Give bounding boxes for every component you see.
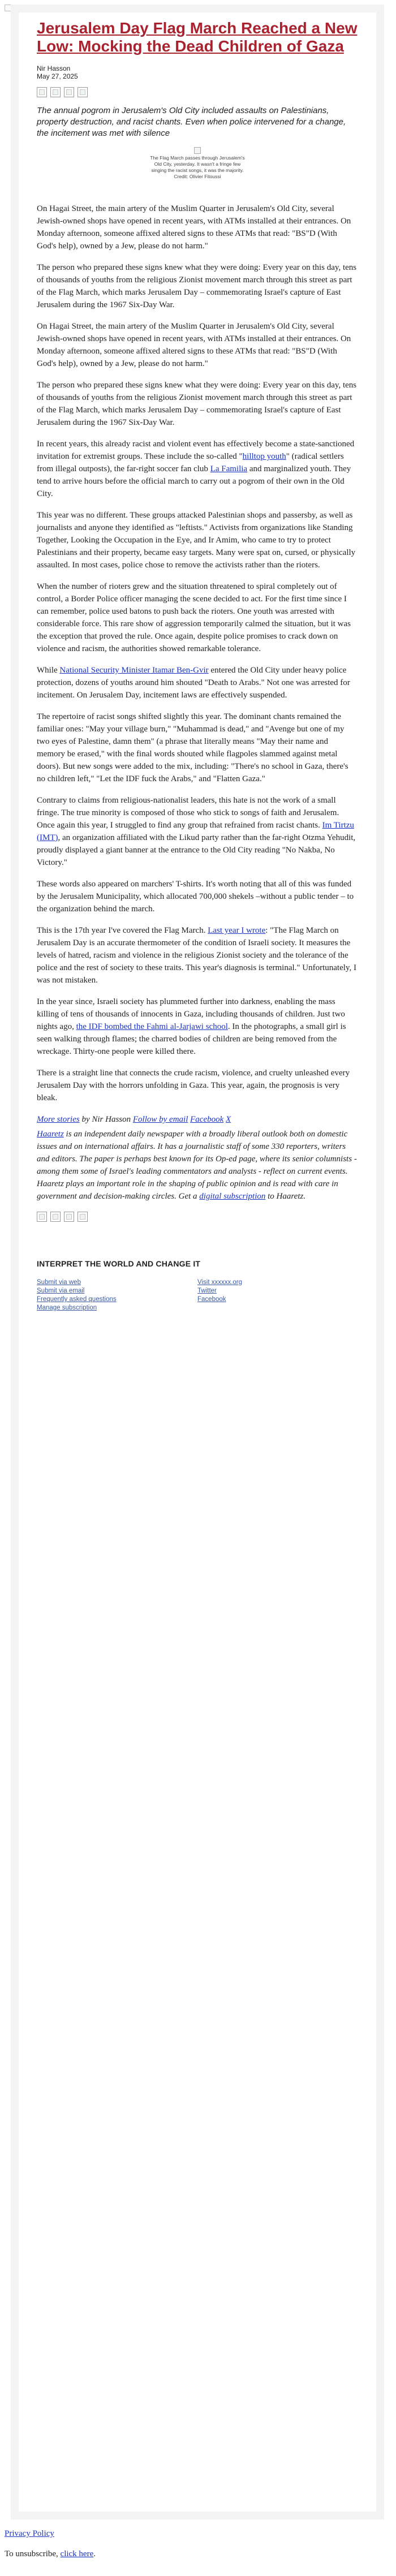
privacy-policy-link[interactable]: Privacy Policy [5,2529,54,2538]
footer-links-section [19,1222,376,1312]
article-title[interactable]: Jerusalem Day Flag March Reached a New Low: Mocking the Dead Children of Gaza [37,19,358,55]
paragraph: On Hagai Street, the main artery of the Muslim Quarter in Jerusalem's Old City, several Jewish-owned shops have opened in recent years, with ATMs installed at their entrances. On Monday afternoon, someone affixed altered signs to these ATMs that read: "BS"D (With God's help), owned by a Jew, please do not harm." [37,204,351,251]
unsubscribe-text: To unsubscribe, [5,2549,61,2558]
ben-gvir-link[interactable]: National Security Minister Itamar Ben-Gvir [59,666,209,675]
paragraph: On Hagai Street, the main artery of the Muslim Quarter in Jerusalem's Old City, several Jewish-owned shops have opened in recent years, with ATMs installed at their entrances. On Monday afternoon, someone affixed altered signs to these ATMs that read: "BS"D (With God's help), owned by a Jew, please do not harm." [37,322,351,368]
text: entered the Old City under heavy police protection, dozens of youths around him shouted "Death to Arabs." Not one was arrested for incitement. On Jerusalem Day, incitement laws are effectively suspended. [37,666,350,700]
share-whatsapp-icon[interactable] [64,1212,74,1222]
paragraph: The repertoire of racist songs shifted slightly this year. The dominant chants remained the familiar ones: "May your village burn," "Muhammad is dead," and "Avenge but one of my two eyes of Palestine, damn them" (a phrase that literally means "May their name and memory be erased," with the final words shouted while flagpoles slammed against metal doors). But new songs were added to the mix, including: "There's no school in Gaza, there's no children left," "Let the IDF fuck the Arabs," and "Flatten Gaza." [37,712,348,783]
follow-email-link[interactable]: Follow by email [132,1115,188,1124]
paragraph: This year was no different. These groups attacked Palestinian shops and passersby, as well as journalists and anyone they identified as "leftists." Activists from organizations like Standing Together, Looking the Occupation in the Eye, and Ir Amim, who came to try to protect Palestinians and their property, became easy targets. Many were spat on, cursed, or physically assaulted. In most cases, police chose to remove the activists rather than the rioters. [37,511,356,570]
paragraph: The person who prepared these signs knew what they were doing: Every year on this day, tens of thousands of youths from the religious Zionist movement march through this street as part of the Flag March, which marks Jerusalem Day – commemorating Israel's capture of East Jerusalem during the 1967 Six-Day War. [37,381,357,427]
paragraph [37,664,358,701]
visit-site-link[interactable]: Visit xxxxxx.org [197,1279,243,1286]
by-author: by Nir Hasson [81,1115,131,1124]
share-email-icon[interactable] [78,1212,88,1222]
unsubscribe-row [5,2548,96,2560]
text: This is the 17th year I've covered the Flag March. [37,926,208,935]
unsubscribe-link[interactable]: click here [60,2549,94,2558]
paragraph [37,794,358,869]
school-bombing-link[interactable]: the IDF bombed the Fahmi al-Jarjawi school [76,1022,228,1031]
text: " (radical settlers from illegal outposts), the far-right soccer fan club [37,452,344,473]
text: In the year since, Israeli society has plummeted further into darkness, enabling the mass killing of tens of thousands of innocents in Gaza, including thousands of children. Just two nights ago, [37,997,345,1031]
byline [37,64,358,80]
facebook-link[interactable]: Facebook [190,1115,224,1124]
paragraph: There is a straight line that connects the crude racism, violence, and cruelty unleashed every Jerusalem Day with the horrors unfolding in Gaza. This year, again, the prognosis is very bleak. [37,1069,350,1102]
paragraph [37,924,358,987]
more-stories-row [37,1113,358,1126]
share-facebook-icon[interactable] [37,87,47,97]
figure-caption: The Flag March passes through Jerusalem's Old City, yesterday. It wasn't a fringe few singing the racist songs, it was the majority. Credit: Olivier Fitoussi [150,155,245,179]
paragraph [37,438,358,500]
publish-date: May 27, 2025 [37,72,78,80]
paragraph [37,996,358,1058]
im-tirtzu-link[interactable]: Im Tirtzu (IMT) [37,821,354,842]
haaretz-link[interactable]: Haaretz [37,1130,64,1139]
paragraph: The person who prepared these signs knew what they were doing: Every year on this day, tens of thousands of youths from the religious Zionist movement march through this street as part of the Flag March, which marks Jerusalem Day – commemorating Israel's capture of East Jerusalem during the 1967 Six-Day War. [37,263,357,309]
faq-link[interactable]: Frequently asked questions [37,1296,117,1303]
text: , an organization affiliated with the Likud party rather than the far-right Otzma Yehudit, proudly displayed a giant banner at the entrance to the Old City reading "No Nakba, No Victory." [37,833,356,867]
text: and marginalized youth. They tend to arrive hours before the official march to carry out a pogrom of their own in the Old City. [37,464,351,498]
submit-web-link[interactable]: Submit via web [37,1279,81,1286]
text: is an independent daily newspaper with a broadly liberal outlook both on domestic issues and on international affairs. It has a journalistic staff of some 330 reporters, writers and editors. The paper is perhaps best known for its Op-ed page, where its senior columnists - among them some of Israel's leading commentators and analysts - reflect on current events. Haaretz plays an important role in the shaping of public opinion and is read with care in government and decision-making circles. Get a [37,1130,357,1201]
share-row-bottom [37,1212,358,1222]
text: : "The Flag March on Jerusalem Day is an accurate thermometer of the condition of Israeli society. It measures the levels of hatred, racism and violence in the religious Zionist society and the tolerance of the police and the rest of society to these traits. This year's diagnosis is terminal." Unfortunately, I was not mistaken. [37,926,356,985]
article-figure [149,147,246,180]
footer-col-left [37,1278,197,1312]
hilltop-youth-link[interactable]: hilltop youth [242,452,286,461]
paragraph: When the number of rioters grew and the situation threatened to spiral completely out of control, a Border Police officer managing the scene decided to act. For the first time since I can remember, police used batons to push back the rioters. One youth was arrested with considerable force. This rare show of aggression temporarily calmed the situation, but it was the exception that proved the rule. Once again, despite police promises to crack down on violence and racism, the authorities showed remarkable tolerance. [37,582,351,653]
footer-columns [37,1278,358,1312]
paragraph: These words also appeared on marchers' T-shirts. It's worth noting that all of this was funded by the Jerusalem Municipality, which allocated 700,000 shekels –without a public tender – to the organization behind the march. [37,880,354,914]
subscription-link[interactable]: digital subscription [199,1192,266,1201]
figure-image [194,147,201,154]
facebook-footer-link[interactable]: Facebook [197,1296,226,1303]
email-container [19,12,376,2512]
author-name: Nir Hasson [37,64,71,72]
more-stories-block [37,1113,358,1222]
text: While [37,666,60,675]
text: Contrary to claims from religious-nationalist leaders, this hate is not the work of a small fringe. The true minority is composed of those who stick to songs of faith and Jerusalem. Once again this year, I struggled to find any group that refrained from racist chants. [37,796,339,830]
x-link[interactable]: X [226,1115,231,1124]
header-banner-image [5,5,109,11]
text: to Haaretz. [265,1192,306,1201]
article [19,12,376,1222]
share-facebook-icon[interactable] [37,1212,47,1222]
article-body [37,203,358,1104]
twitter-link[interactable]: Twitter [197,1287,217,1294]
article-subtitle: The annual pogrom in Jerusalem's Old City included assaults on Palestinians, property destruction, and racist chants. Even when police intervened for a change, the incitement was met with silence [37,106,346,138]
more-stories-link[interactable]: More stories [37,1115,80,1124]
text: . [93,2549,96,2558]
share-x-icon[interactable] [50,87,61,97]
share-row-top [37,87,358,97]
share-x-icon[interactable] [50,1212,61,1222]
footer-col-right [197,1278,358,1312]
share-email-icon[interactable] [78,87,88,97]
text: In recent years, this already racist and violent event has effectively become a state-sanctioned invitation for extremist groups. These include the so-called " [37,440,355,461]
below-email [5,2527,96,2560]
last-year-link[interactable]: Last year I wrote [208,926,266,935]
la-familia-link[interactable]: La Familia [210,464,248,473]
submit-email-link[interactable]: Submit via email [37,1287,85,1294]
text: . In the photographs, a small girl is seen walking through flames; the charred bodies of children are being removed from the wreckage. Thirty-one people were killed there. [37,1022,346,1056]
footer-heading: INTERPRET THE WORLD AND CHANGE IT [37,1259,201,1268]
about-haaretz [37,1128,358,1203]
share-whatsapp-icon[interactable] [64,87,74,97]
manage-subscription-link[interactable]: Manage subscription [37,1304,97,1311]
